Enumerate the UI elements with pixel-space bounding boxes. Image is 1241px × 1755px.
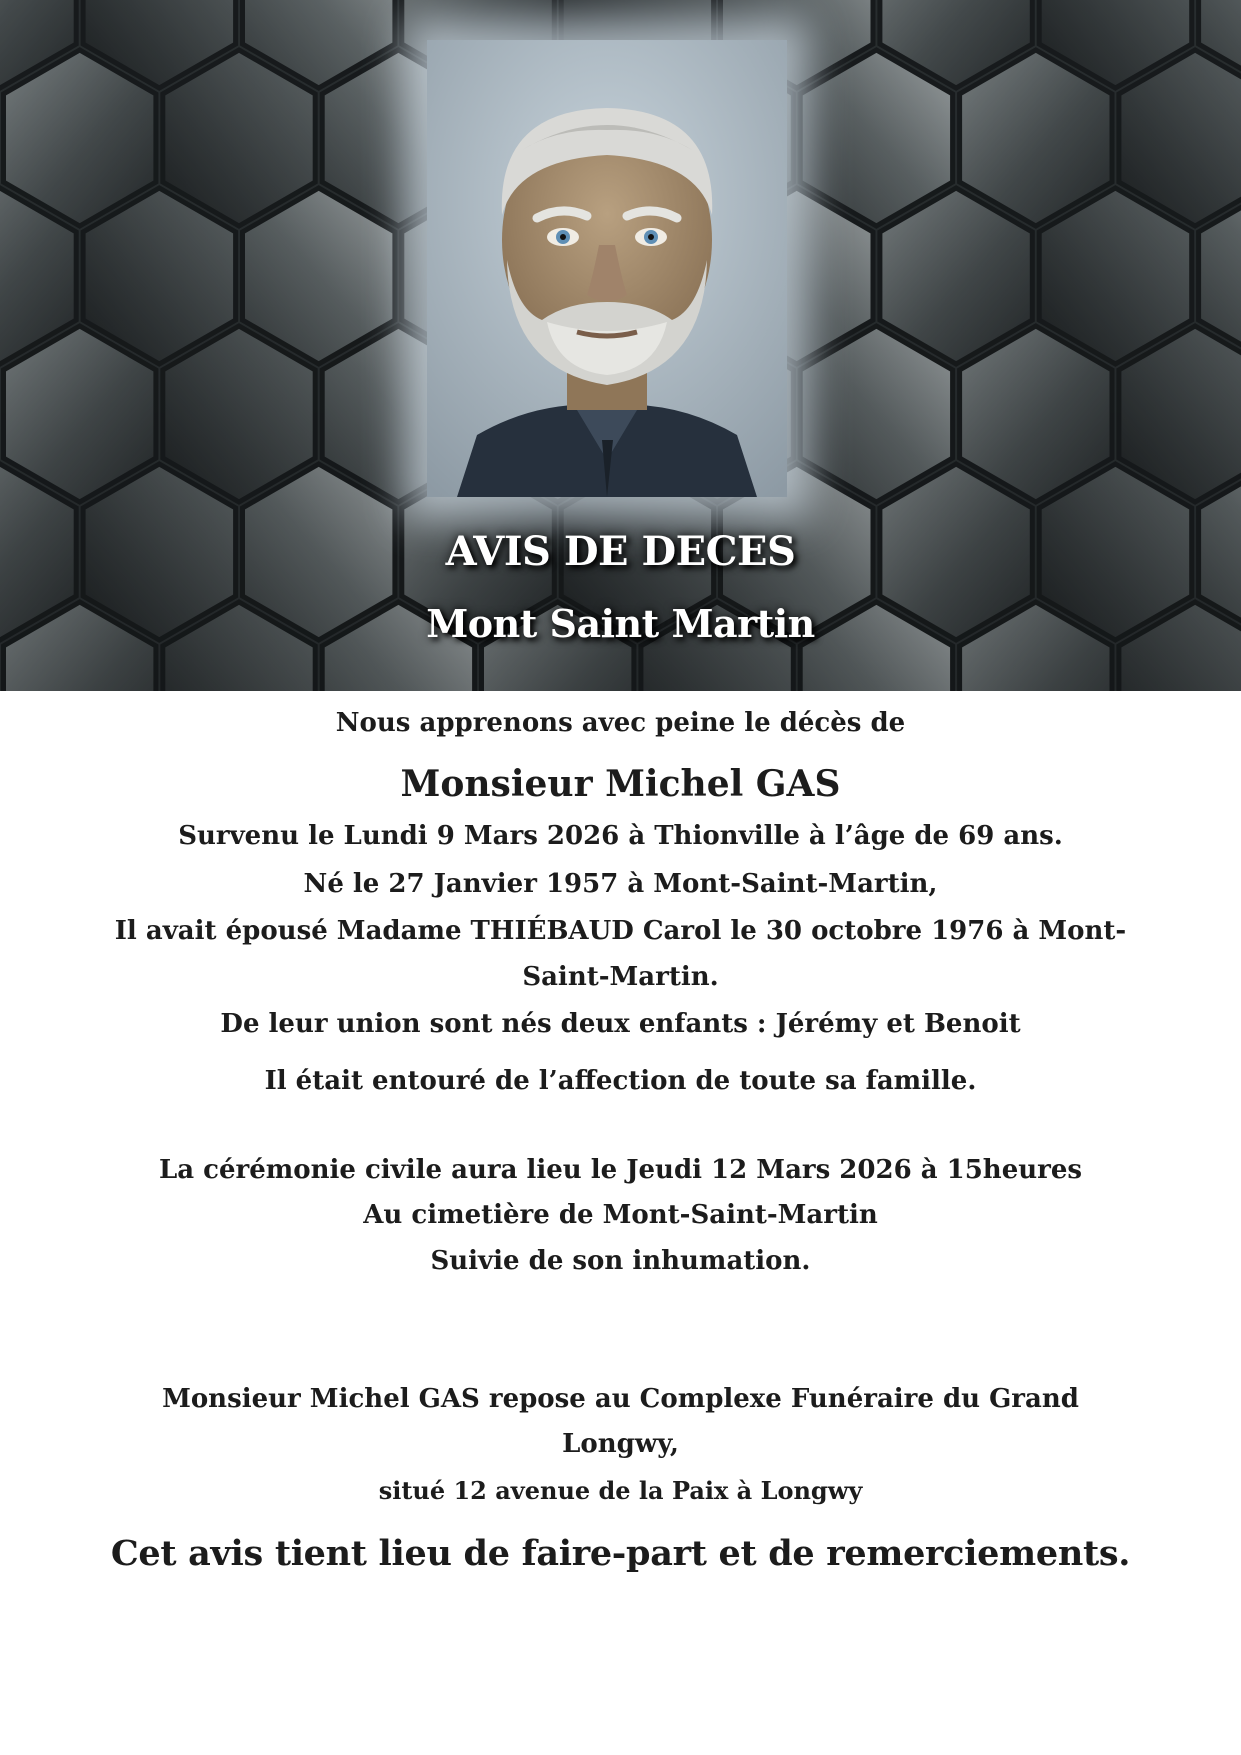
marriage-details-line2: Saint-Martin. [522,962,719,992]
ceremony-line1: La cérémonie civile aura lieu le Jeudi 12 Mars 2026 à 15heures [158,1155,1083,1185]
ceremony-line2: Au cimetière de Mont-Saint-Martin [363,1200,878,1230]
children-details: De leur union sont nés deux enfants : Jérémy et Benoit [220,1009,1021,1039]
deceased-name: Monsieur Michel GAS [400,763,841,805]
repose-address: situé 12 avenue de la Paix à Longwy [378,1476,863,1505]
birth-details: Né le 27 Janvier 1957 à Mont-Saint-Martin, [303,869,938,899]
repose-line1: Monsieur Michel GAS repose au Complexe Funéraire du Grand [162,1384,1079,1414]
notice-title: AVIS DE DECES [445,528,796,575]
closing-statement: Cet avis tient lieu de faire-part et de remerciements. [110,1533,1131,1574]
marriage-details-line1: Il avait épousé Madame THIÉBAUD Carol le 30 octobre 1976 à Mont- [114,916,1127,946]
family-text: Il était entouré de l’affection de toute sa famille. [264,1066,977,1096]
death-details: Survenu le Lundi 9 Mars 2026 à Thionville à l’âge de 69 ans. [178,821,1063,851]
ceremony-line3: Suivie de son inhumation. [430,1246,811,1276]
repose-line2: Longwy, [562,1429,679,1459]
notice-location: Mont Saint Martin [426,601,815,646]
portrait-photo [427,40,787,497]
intro-text: Nous apprenons avec peine le décès de [335,708,906,738]
header-banner [0,0,1241,691]
